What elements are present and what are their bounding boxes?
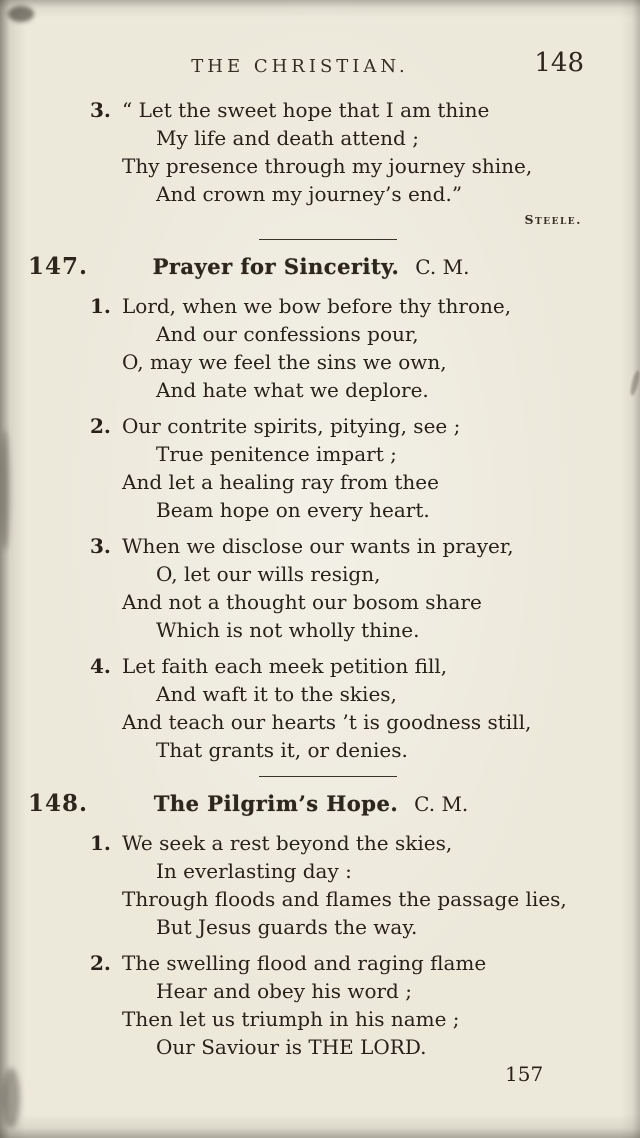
verse-number: 2.: [90, 951, 111, 975]
hymn-number: 148.: [28, 790, 89, 817]
verse-line: And not a thought our bosom share: [122, 590, 482, 614]
hymn-number: 147.: [28, 253, 89, 280]
verse-number: 2.: [90, 414, 111, 438]
verse-line: Let faith each meek petition fill,: [122, 654, 448, 678]
verse: [90, 949, 590, 1061]
verse-number: 3.: [90, 534, 111, 558]
verse-line: True penitence impart ;: [156, 442, 397, 466]
footer-page-number: 157: [505, 1062, 544, 1086]
hymn-title: Prayer for Sincerity.: [152, 254, 400, 279]
verse-line: Our Saviour is THE LORD.: [156, 1035, 427, 1059]
verse: [90, 652, 590, 764]
verse-line: But Jesus guards the way.: [156, 915, 418, 939]
verse-line: We seek a rest beyond the skies,: [122, 831, 453, 855]
verse-line: And hate what we deplore.: [156, 378, 429, 402]
section-divider: [259, 239, 397, 240]
scan-artifact: [0, 430, 10, 550]
verse-line: When we disclose our wants in prayer,: [122, 534, 514, 558]
hymn-meter: C. M.: [414, 792, 469, 816]
verse-line: Hear and obey his word ;: [156, 979, 412, 1003]
section-divider: [259, 776, 397, 777]
verse-line: Thy presence through my journey shine,: [122, 154, 533, 178]
hymn-heading: [28, 252, 500, 282]
verse-line: Beam hope on every heart.: [156, 498, 430, 522]
verse-number: 4.: [90, 654, 111, 678]
running-title: THE CHRISTIAN.: [191, 56, 409, 77]
verse: [90, 96, 590, 208]
verse-line: Lord, when we bow before thy throne,: [122, 294, 512, 318]
verse-line: Our contrite spirits, pitying, see ;: [122, 414, 461, 438]
scan-artifact: [8, 6, 34, 22]
verse-line: O, let our wills resign,: [156, 562, 381, 586]
verse-line: Which is not wholly thine.: [156, 618, 420, 642]
page-content: [28, 96, 590, 1061]
verse: [90, 412, 590, 524]
verse-line: O, may we feel the sins we own,: [122, 350, 447, 374]
hymn-title: The Pilgrim’s Hope.: [153, 791, 399, 816]
verse-line: And our confessions pour,: [156, 322, 419, 346]
attribution: Steele.: [524, 212, 582, 227]
verse-line: “ Let the sweet hope that I am thine: [122, 98, 490, 122]
verse-line: In everlasting day :: [156, 859, 352, 883]
scan-artifact: [629, 370, 640, 397]
verse-line: And teach our hearts ’t is goodness still,: [122, 710, 532, 734]
verse-number: 1.: [90, 294, 111, 318]
verse-line: And waft it to the skies,: [156, 682, 397, 706]
verse-line: That grants it, or denies.: [156, 738, 408, 762]
header-page-number: 148: [534, 48, 584, 78]
verse-number: 1.: [90, 831, 111, 855]
verse-line: Then let us triumph in his name ;: [122, 1007, 460, 1031]
scan-artifact: [2, 1068, 20, 1128]
verse-line: Through floods and flames the passage lies,: [122, 887, 567, 911]
verse-line: The swelling flood and raging flame: [122, 951, 487, 975]
verse-line: My life and death attend ;: [156, 126, 419, 150]
verse-line: And let a healing ray from thee: [122, 470, 439, 494]
verse-line: And crown my journey’s end.”: [156, 182, 463, 206]
verse: [90, 292, 590, 404]
hymn-heading: [28, 789, 500, 819]
verse: [90, 829, 590, 941]
page-header: [0, 48, 640, 88]
hymn-meter: C. M.: [415, 255, 470, 279]
verse-number: 3.: [90, 98, 111, 122]
verse: [90, 532, 590, 644]
